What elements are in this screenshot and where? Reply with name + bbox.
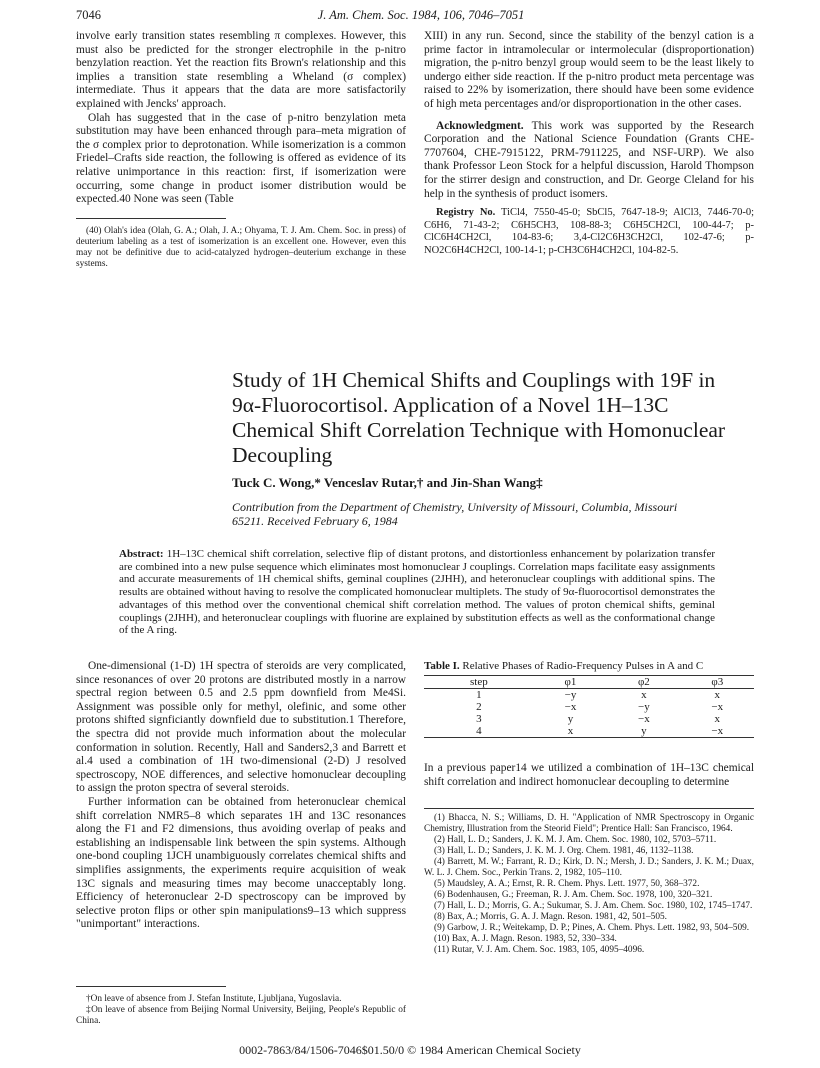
- references-rule: [424, 808, 754, 809]
- author-footnotes: [76, 994, 406, 1027]
- body-left-column: [76, 660, 406, 932]
- registry-label: Registry No.: [436, 207, 496, 219]
- registry-numbers: [424, 207, 754, 257]
- prev-paragraph-1: involve early transition states resembling π complexes. However, this must also be predicted for the stronger electrophile in the p-nitro benzylation reaction. Yet the reaction fits Brown's relationship and this implies a transition state resembling a Wheland (σ complex) intermediate. Thus it appears that the data are more satisfactorily explained with Jencks' approach.: [76, 30, 406, 110]
- body-paragraph-2: Further information can be obtained from heteronuclear chemical shift correlation NMR5–8 which separates 1H and 13C resonances along the F1 and F2 dimensions, thus avoiding overlap of peaks and establishing an indispensable link between the spin systems. Although one-bond coupling 1JCH unambiguously correlates chemical shifts and simplifies assignments, the experiments require acquisition of weak 13C signals and measuring times may become unacceptably long. Efficiency of heteronuclear 2-D spectroscopy can be improved by selective proton flips or other spin manipulations9–13 which suppress "unimportant" interactions.: [76, 795, 406, 931]
- article-title: Study of 1H Chemical Shifts and Couplings with 19F in 9α-Fluorocortisol. Application of a Novel 1H–13C Chemical Shift Correlation Technique with Homonuclear Decoupling: [232, 368, 726, 467]
- table-1-header: step: [470, 676, 488, 688]
- author-footnote-1: †On leave of absence from J. Stefan Institute, Ljubljana, Yugoslavia.: [86, 994, 342, 1004]
- page-footer: 0002-7863/84/1506-7046$01.50/0 © 1984 American Chemical Society: [239, 1043, 581, 1057]
- author-footnote-rule: [76, 986, 226, 987]
- prev-article-left-column: [76, 30, 406, 207]
- table-cell: 2: [476, 701, 482, 713]
- reference-item: (6) Bodenhausen, G.; Freeman, R. J. Am. Chem. Soc. 1978, 100, 320–321.: [434, 890, 713, 900]
- article-authors: Tuck C. Wong,* Venceslav Rutar,† and Jin-Shan Wang‡: [232, 475, 543, 490]
- acknowledgment-label: Acknowledgment.: [436, 119, 524, 132]
- table-cell: 1: [476, 689, 482, 701]
- table-cell: −x: [564, 701, 577, 713]
- reference-item: (5) Maudsley, A. A.; Ernst, R. R. Chem. Phys. Lett. 1977, 50, 368–372.: [434, 879, 700, 889]
- reference-item: (10) Bax, A. J. Magn. Reson. 1983, 52, 330–334.: [434, 934, 617, 944]
- table-cell: −y: [638, 701, 650, 713]
- table-1-caption-text: Relative Phases of Radio-Frequency Pulses in A and C: [462, 660, 704, 672]
- table-1-grid: [424, 675, 754, 738]
- prev-paragraph-3: XIII) in any run. Second, since the stability of the benzyl cation is a prime factor in intramolecular or intermolecular (disproportionation) migration, the p-nitro benzyl group would seem to be the least likely to undergo either side reaction. If the p-nitro product meta percentage was raised to 22% by isomerization, there should have been some evidence of high meta percentages and/or disproportionation in the other cases.: [424, 30, 754, 110]
- table-1-caption: [424, 660, 754, 672]
- registry-text: TiCl4, 7550-45-0; SbCl5, 7647-18-9; AlCl3, 7446-70-0; C6H6, 71-43-2; C6H5CH3, 108-88-3; C6H5CH2Cl, 100-44-7; p-ClC6H4CH2Cl, 104-83-6; 3,4-Cl2C6H3CH2Cl, 102-47-6; p-NO2C6H4CH2Cl, 100-14-1; p-CH3C6H4CH2Cl, 104-82-5.: [424, 207, 755, 256]
- reference-item: (9) Garbow, J. R.; Weitekamp, D. P.; Pines, A. Chem. Phys. Lett. 1982, 93, 504–509.: [434, 923, 750, 933]
- table-cell: −x: [638, 713, 650, 725]
- article-abstract: [119, 548, 715, 637]
- acknowledgment-text: This work was supported by the Research Corporation and the National Science Foundation (Grants CHE-7707604, CHE-7915122, PRM-7911225, and NSF-URP). We also thank Professor Leon Stock for a helpful discussion, Harold Thompson for the stirrer design and construction, and Dr. George Cleland for his help in the synthesis of product isomers.: [424, 119, 754, 200]
- abstract-label: Abstract:: [119, 548, 164, 560]
- body-paragraph-3: In a previous paper14 we utilized a combination of 1H–13C chemical shift correlation and indirect homonuclear decoupling to determine: [424, 762, 754, 788]
- table-cell: y: [641, 725, 647, 737]
- table-row: [424, 725, 754, 738]
- table-row: [424, 713, 754, 725]
- table-cell: 4: [476, 725, 482, 737]
- table-cell: x: [641, 689, 647, 701]
- table-cell: 3: [476, 713, 482, 725]
- reference-item: (8) Bax, A.; Morris, G. A. J. Magn. Reson. 1981, 42, 501–505.: [434, 912, 667, 922]
- table-1-header-row: [424, 676, 754, 689]
- reference-item: (11) Rutar, V. J. Am. Chem. Soc. 1983, 105, 4095–4096.: [434, 945, 645, 955]
- article-contribution: Contribution from the Department of Chemistry, University of Missouri, Columbia, Missouri 65211. Received February 6, 1984: [232, 500, 678, 528]
- table-cell: y: [567, 713, 574, 725]
- table-1: [424, 660, 754, 738]
- acknowledgment: [424, 120, 754, 202]
- page-number: 7046: [76, 8, 101, 22]
- table-cell: −y: [564, 689, 577, 701]
- table-cell: x: [714, 713, 721, 725]
- body-paragraph-1: One-dimensional (1-D) 1H spectra of steroids are very complicated, since resonances of over 20 protons are distributed mostly in a narrow spectral region between 0.5 and 2.5 ppm downfield from Me4Si. Assignment was possible only for methyl, olefinic, and some other protons shifted signficiantly downfield due to substitution.1 Therefore, the spectra did not provide much information about the molecular conformation in solution. Recently, Hall and Sanders2,3 and Barrett et al.4 used a combination of 1H two-dimensional (2-D) J resolved spectroscopy, NOE differences, and selective homonuclear decoupling to assign the proton spectra of several steroids.: [76, 660, 406, 795]
- reference-item: (1) Bhacca, N. S.; Williams, D. H. "Application of NMR Spectroscopy in Organic Chemistry, Illustration from the Steorid Field"; Prentice Hall: San Francisco, 1964.: [424, 813, 754, 834]
- prev-footnote-40: (40) Olah's idea (Olah, G. A.; Olah, J. A.; Ohyama, T. J. Am. Chem. Soc. in press) of deuterium labeling as a test of isomerization is an excellent one. However, even this may not be definitive due to acid-catalyzed hydrogen–deuterium exchange in these systems.: [76, 226, 406, 269]
- table-1-header: φ1: [564, 676, 577, 688]
- table-row: [424, 689, 754, 702]
- footnote-rule: [76, 218, 226, 219]
- table-1-label: Table I.: [424, 660, 460, 672]
- table-1-header: φ2: [637, 676, 650, 688]
- table-cell: −x: [711, 725, 724, 737]
- reference-item: (3) Hall, L. D.; Sanders, J. K. M. J. Org. Chem. 1981, 46, 1132–1138.: [434, 846, 694, 856]
- reference-item: (2) Hall, L. D.; Sanders, J. K. M. J. Am. Chem. Soc. 1980, 102, 5703–5711.: [434, 835, 717, 845]
- journal-citation: J. Am. Chem. Soc. 1984, 106, 7046–7051: [317, 8, 525, 22]
- reference-item: (7) Hall, L. D.; Morris, G. A.; Sukumar, S. J. Am. Chem. Soc. 1980, 102, 1745–1747.: [434, 901, 753, 911]
- table-cell: −x: [711, 701, 724, 713]
- table-row: [424, 701, 754, 713]
- table-cell: x: [714, 689, 721, 701]
- body-right-column: [424, 762, 754, 789]
- abstract-text: 1H–13C chemical shift correlation, selective flip of distant protons, and distortionless enhancement by polarization transfer are combined into a new pulse sequence which eliminates most homonuclear J couplings. Correlation maps facilitate easy assignments and accurate measurements of 1H chemical shifts, geminal couplines (2JHH), and heteronuclear couplings with additional spins. The results are obtained without having to resolve the complicated homonuclear multiplets. The study of 9α-fluorocortisol demonstrates the advantages of this method over the conventional chemical shift correlation method. The values of proton chemical shifts, geminal couplings (2JHH), and heteronuclear couplings with fluorine are explained by substitution effects as well as the conformational change of the A ring.: [119, 548, 716, 637]
- prev-paragraph-2: Olah has suggested that in the case of p-nitro benzylation meta substitution may have been enhanced through para–meta migration of the σ complex prior to deprotonation. While isomerization is a common Friedel–Crafts side reaction, the following is offered as evidence of its relative unimportance in this reaction: first, if isomerization were occurring, some change in product isomer distribution would be expected.40 None was seen (Table: [76, 111, 406, 206]
- author-footnote-2: ‡On leave of absence from Beijing Normal University, Beijing, People's Republic of China.: [76, 1005, 406, 1026]
- references-list: [424, 813, 754, 956]
- table-cell: x: [567, 725, 574, 737]
- prev-article-right-column: [424, 30, 754, 257]
- table-1-header: φ3: [711, 676, 724, 688]
- reference-item: (4) Barrett, M. W.; Farrant, R. D.; Kirk, D. N.; Mersh, J. D.; Sanders, J. K. M.; Duax, W. L. J. Chem. Soc., Perkin Trans. 2, 1982, 105–110.: [424, 857, 754, 878]
